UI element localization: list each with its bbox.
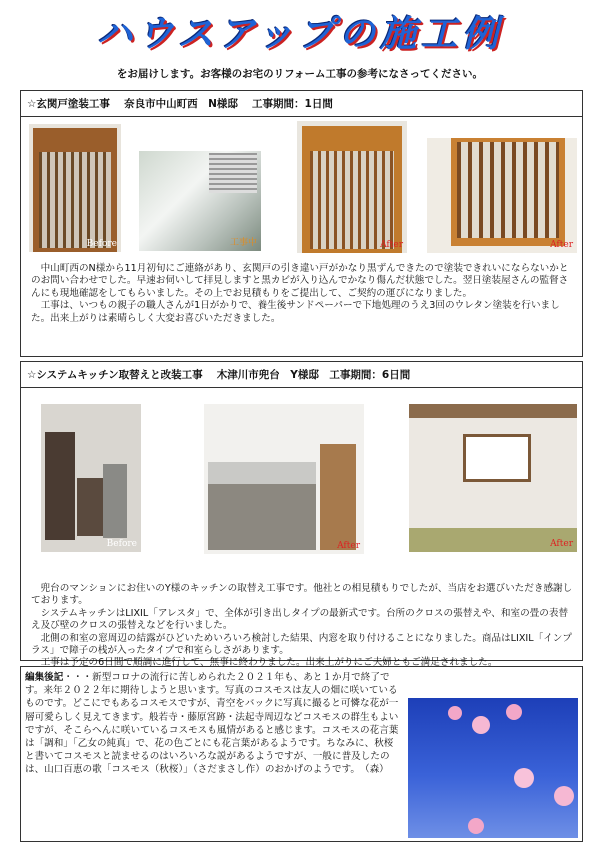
case-entrance-door <box>20 90 583 357</box>
photo-after-1 <box>297 121 407 253</box>
notes-body: ・・・新型コロナの流行に苦しめられた２０２１年も、あと１か月で終了です。来年２０２２年に期待しようと思います。写真のコスモスは友人の畑に咲いているものです。どこにでもあるコスモスですが、青空をバックに写真に撮ると可憐な花が一層可愛らしく見えてきます。般若寺・藤原宮跡・法起寺周辺などコスモスの群生もよいですが、そこらへんに咲いているコスモスも風情があると感じます。コスモスの花言葉は「調和」「乙女の純真」で、花の色ごとにも花言葉があるようです。ちなみに、秋桜と書いてコスモスと読ませるのはいろいろな説があるようですが、一般に普及したのは、山口百恵の歌「コスモス（秋桜）」（さだまさし作）のおかげのようです。 （森） <box>25 672 399 776</box>
photo-caption: Before <box>86 239 117 249</box>
cosmos-photo <box>408 698 578 838</box>
paragraph: 中山町西のN様から11月初旬にご連絡があり、玄関戸の引き違い戸がかなり黒ずんできたので塗装できれいにならないかとのお問い合わせでした。早速お伺いして拝見しますと黒カビが入り込んでかなり傷んだ状態でした。翌日塗装屋さんの監督さんにも現地確認をしてもらいました。その上でお見積もりをご提出して、ご契約の運びになりました。 <box>31 263 569 299</box>
photo-before <box>29 124 121 252</box>
photo-caption: After <box>337 541 360 551</box>
photo-caption: 工事中 <box>229 238 257 248</box>
case-heading: ☆システムキッチン取替えと改装工事 木津川市兜台 Y様邸 工事期間：6日間 <box>21 362 582 388</box>
photo-caption: After <box>380 240 403 250</box>
photo-in-progress <box>139 151 261 251</box>
case-heading: ☆玄関戸塗装工事 奈良市中山町西 N様邸 工事期間：1日間 <box>21 91 582 117</box>
paragraph: 北側の和室の窓周辺の結露がひどいためいろいろ検討した結果、内窓を取り付けることになりました。商品はLIXIL「インプラス」で障子の桟が入ったタイプで和室らしさがあります。 <box>31 632 572 657</box>
paragraph: 工事は、いつもの親子の職人さんが1日がかりで、養生後サンドペーパーで下地処理のうえ3回のウレタン塗装を行いました。出来上がりは素晴らしく大変お喜びいただきました。 <box>31 300 560 324</box>
case-system-kitchen <box>20 361 583 669</box>
photo-before <box>41 404 141 552</box>
photo-after-2 <box>409 404 577 552</box>
photo-after-2 <box>427 138 577 253</box>
paragraph: 工事は予定の6日間で順調に進行して、無事に終わりました。出来上がりにご夫婦ともご満足されました。 <box>31 657 498 669</box>
photo-after-1 <box>204 404 364 554</box>
photo-caption: After <box>550 240 573 250</box>
paragraph: 兜台のマンションにお住いのY様のキッチンの取替え工事です。他社との相見積もりでしたが、当店をお選びいただき感謝しております。 <box>31 583 573 607</box>
editors-notes <box>20 666 583 842</box>
paragraph: システムキッチンはLIXIL「アレスタ」で、全体が引き出しタイプの最新式です。台所のクロスの張替えや、和室の畳の表替え及び壁のクロスの張替えなどを行いました。 <box>31 607 569 632</box>
case-description <box>31 583 573 670</box>
page-title: ハウスアップの施工例 <box>96 14 504 55</box>
notes-text <box>25 671 399 777</box>
photo-caption: After <box>550 539 573 549</box>
photo-caption: Before <box>106 539 137 549</box>
page-subtitle: をお届けします。お客様のお宅のリフォーム工事の参考になさってください。 <box>116 68 484 80</box>
notes-label: 編集後記 <box>25 672 64 683</box>
case-description <box>31 263 573 325</box>
